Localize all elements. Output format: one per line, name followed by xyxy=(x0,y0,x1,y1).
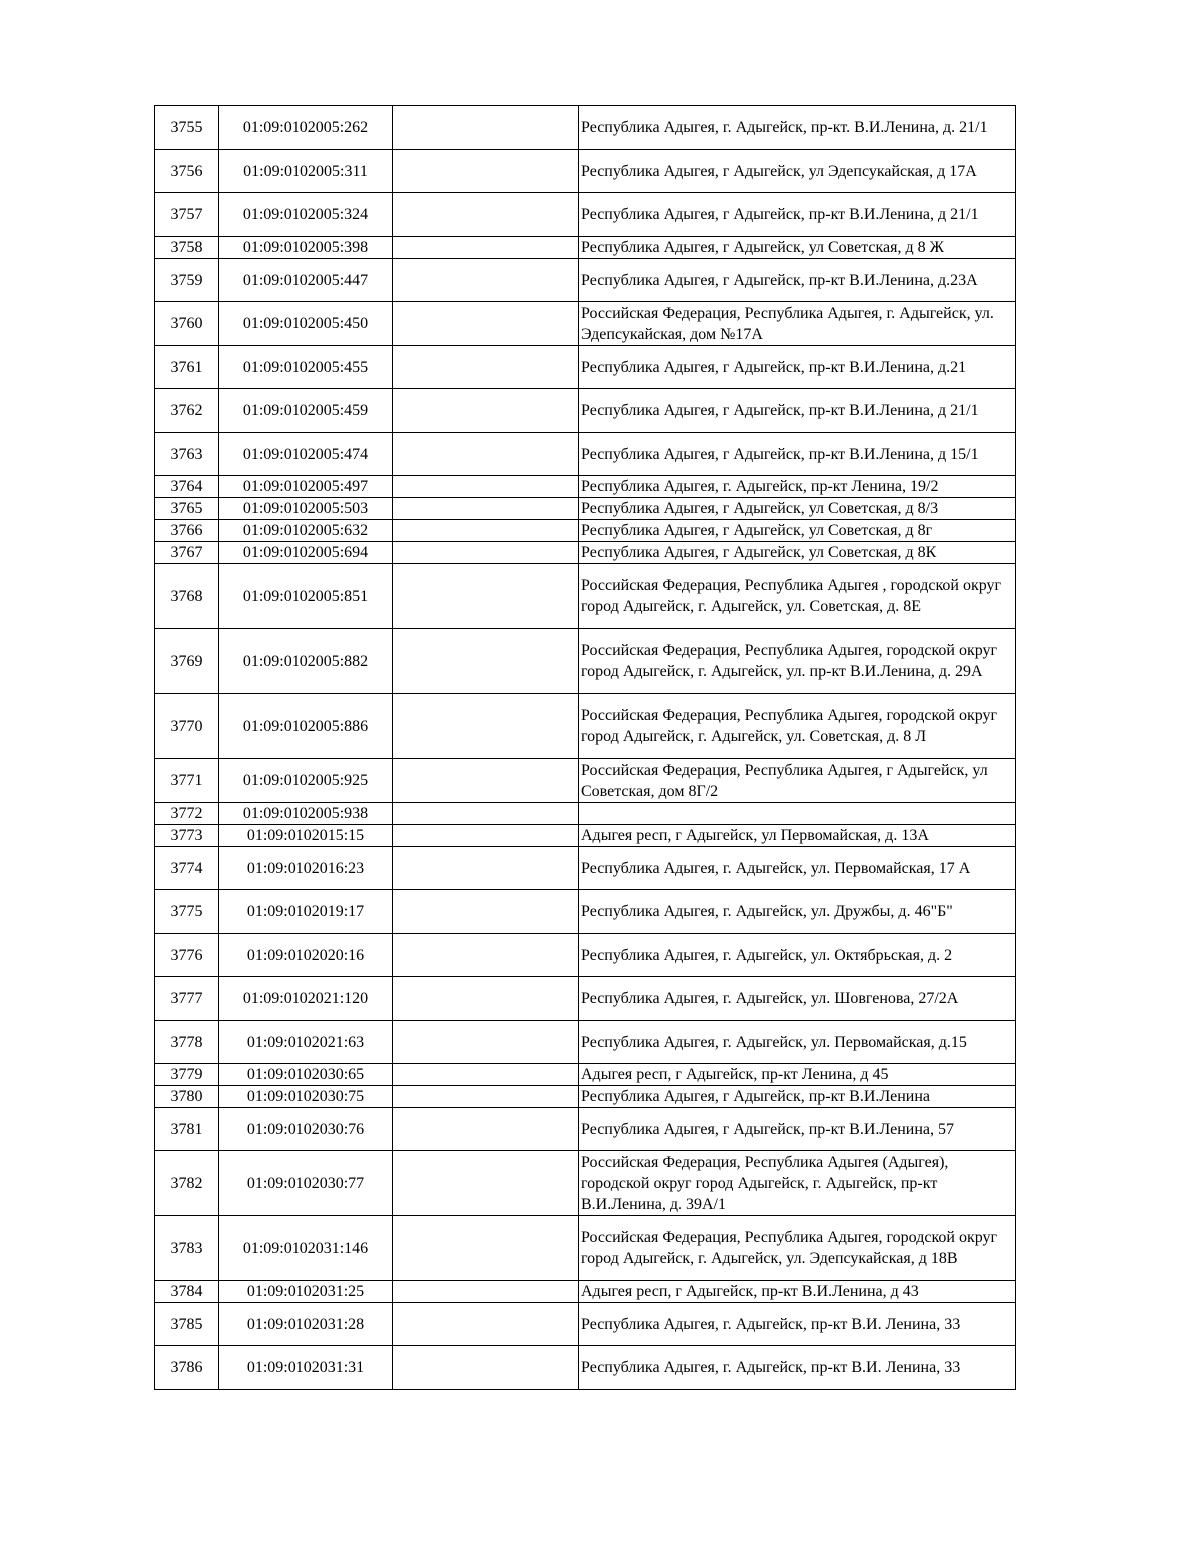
row-number: 3761 xyxy=(155,346,219,389)
row-number: 3780 xyxy=(155,1086,219,1108)
address xyxy=(579,803,1016,825)
cadastral-number: 01:09:0102030:75 xyxy=(219,1086,393,1108)
row-number: 3770 xyxy=(155,694,219,759)
empty-column-cell xyxy=(393,346,579,389)
table-row xyxy=(155,1281,1016,1303)
table-row xyxy=(155,498,1016,520)
address: Республика Адыгея, г Адыгейск, пр-кт В.И.Ленина, д 21/1 xyxy=(579,389,1016,433)
empty-column-cell xyxy=(393,1086,579,1108)
row-number: 3776 xyxy=(155,934,219,977)
row-number: 3772 xyxy=(155,803,219,825)
registry-table-body xyxy=(155,106,1016,1390)
table-row xyxy=(155,150,1016,193)
address: Российская Федерация, Республика Адыгея, городской округ город Адыгейск, г. Адыгейск, ул. Эдепсукайская, д 18В xyxy=(579,1216,1016,1281)
table-row xyxy=(155,890,1016,934)
empty-column-cell xyxy=(393,890,579,934)
table-row xyxy=(155,1021,1016,1064)
address: Республика Адыгея, г Адыгейск, пр-кт В.И.Ленина, д.23А xyxy=(579,259,1016,302)
row-number: 3779 xyxy=(155,1064,219,1086)
table-row xyxy=(155,1086,1016,1108)
row-number: 3781 xyxy=(155,1108,219,1151)
address: Адыгея респ, г Адыгейск, пр-кт В.И.Ленина, д 43 xyxy=(579,1281,1016,1303)
empty-column-cell xyxy=(393,1021,579,1064)
cadastral-number: 01:09:0102005:262 xyxy=(219,106,393,150)
cadastral-number: 01:09:0102005:694 xyxy=(219,542,393,564)
cadastral-number: 01:09:0102005:497 xyxy=(219,476,393,498)
empty-column-cell xyxy=(393,302,579,346)
table-row xyxy=(155,825,1016,847)
empty-column-cell xyxy=(393,694,579,759)
cadastral-number: 01:09:0102020:16 xyxy=(219,934,393,977)
address: Российская Федерация, Республика Адыгея, городской округ город Адыгейск, г. Адыгейск, ул. пр-кт В.И.Ленина, д. 29А xyxy=(579,629,1016,694)
empty-column-cell xyxy=(393,237,579,259)
table-row xyxy=(155,694,1016,759)
cadastral-number: 01:09:0102005:459 xyxy=(219,389,393,433)
empty-column-cell xyxy=(393,847,579,890)
row-number: 3777 xyxy=(155,977,219,1021)
empty-column-cell xyxy=(393,934,579,977)
empty-column-cell xyxy=(393,825,579,847)
table-row xyxy=(155,1108,1016,1151)
cadastral-number: 01:09:0102031:146 xyxy=(219,1216,393,1281)
empty-column-cell xyxy=(393,476,579,498)
empty-column-cell xyxy=(393,1216,579,1281)
address: Республика Адыгея, г Адыгейск, ул Советская, д 8 Ж xyxy=(579,237,1016,259)
empty-column-cell xyxy=(393,1303,579,1346)
table-row xyxy=(155,433,1016,476)
cadastral-number: 01:09:0102021:120 xyxy=(219,977,393,1021)
empty-column-cell xyxy=(393,389,579,433)
row-number: 3784 xyxy=(155,1281,219,1303)
cadastral-number: 01:09:0102015:15 xyxy=(219,825,393,847)
table-row xyxy=(155,346,1016,389)
empty-column-cell xyxy=(393,977,579,1021)
row-number: 3765 xyxy=(155,498,219,520)
table-row xyxy=(155,106,1016,150)
empty-column-cell xyxy=(393,193,579,237)
row-number: 3773 xyxy=(155,825,219,847)
row-number: 3762 xyxy=(155,389,219,433)
address: Адыгея респ, г Адыгейск, пр-кт Ленина, д 45 xyxy=(579,1064,1016,1086)
address: Республика Адыгея, г. Адыгейск, ул. Дружбы, д. 46"Б" xyxy=(579,890,1016,934)
empty-column-cell xyxy=(393,1151,579,1216)
cadastral-number: 01:09:0102031:31 xyxy=(219,1346,393,1390)
row-number: 3778 xyxy=(155,1021,219,1064)
address: Республика Адыгея, г. Адыгейск, ул. Первомайская, д.15 xyxy=(579,1021,1016,1064)
table-row xyxy=(155,302,1016,346)
cadastral-number: 01:09:0102005:474 xyxy=(219,433,393,476)
address: Республика Адыгея, г. Адыгейск, ул. Первомайская, 17 А xyxy=(579,847,1016,890)
address: Адыгея респ, г Адыгейск, ул Первомайская, д. 13А xyxy=(579,825,1016,847)
cadastral-number: 01:09:0102005:882 xyxy=(219,629,393,694)
table-row xyxy=(155,1064,1016,1086)
cadastral-number: 01:09:0102021:63 xyxy=(219,1021,393,1064)
address: Российская Федерация, Республика Адыгея, г Адыгейск, ул Советская, дом 8Г/2 xyxy=(579,759,1016,803)
cadastral-number: 01:09:0102005:398 xyxy=(219,237,393,259)
address: Республика Адыгея, г Адыгейск, пр-кт В.И.Ленина, д 15/1 xyxy=(579,433,1016,476)
row-number: 3757 xyxy=(155,193,219,237)
cadastral-number: 01:09:0102005:632 xyxy=(219,520,393,542)
address: Республика Адыгея, г Адыгейск, пр-кт В.И.Ленина, 57 xyxy=(579,1108,1016,1151)
address: Российская Федерация, Республика Адыгея, г. Адыгейск, ул. Эдепсукайская, дом №17А xyxy=(579,302,1016,346)
table-row xyxy=(155,629,1016,694)
empty-column-cell xyxy=(393,106,579,150)
empty-column-cell xyxy=(393,259,579,302)
table-row xyxy=(155,564,1016,629)
cadastral-number: 01:09:0102005:851 xyxy=(219,564,393,629)
cadastral-number: 01:09:0102030:76 xyxy=(219,1108,393,1151)
table-row xyxy=(155,193,1016,237)
address: Российская Федерация, Республика Адыгея (Адыгея), городской округ город Адыгейск, г. Адыгейск, пр-кт В.И.Ленина, д. 39А/1 xyxy=(579,1151,1016,1216)
row-number: 3782 xyxy=(155,1151,219,1216)
row-number: 3768 xyxy=(155,564,219,629)
row-number: 3755 xyxy=(155,106,219,150)
table-row xyxy=(155,1151,1016,1216)
row-number: 3783 xyxy=(155,1216,219,1281)
address: Республика Адыгея, г. Адыгейск, пр-кт. В.И.Ленина, д. 21/1 xyxy=(579,106,1016,150)
cadastral-number: 01:09:0102005:455 xyxy=(219,346,393,389)
empty-column-cell xyxy=(393,803,579,825)
address: Республика Адыгея, г. Адыгейск, ул. Шовгенова, 27/2А xyxy=(579,977,1016,1021)
table-row xyxy=(155,934,1016,977)
row-number: 3758 xyxy=(155,237,219,259)
address: Республика Адыгея, г. Адыгейск, пр-кт В.И. Ленина, 33 xyxy=(579,1346,1016,1390)
table-row xyxy=(155,237,1016,259)
cadastral-number: 01:09:0102030:65 xyxy=(219,1064,393,1086)
cadastral-number: 01:09:0102005:938 xyxy=(219,803,393,825)
address: Республика Адыгея, г Адыгейск, пр-кт В.И.Ленина, д.21 xyxy=(579,346,1016,389)
empty-column-cell xyxy=(393,1346,579,1390)
table-row xyxy=(155,1346,1016,1390)
table-row xyxy=(155,977,1016,1021)
row-number: 3766 xyxy=(155,520,219,542)
cadastral-number: 01:09:0102031:25 xyxy=(219,1281,393,1303)
table-row xyxy=(155,1303,1016,1346)
row-number: 3774 xyxy=(155,847,219,890)
address: Российская Федерация, Республика Адыгея , городской округ город Адыгейск, г. Адыгейск, ул. Советская, д. 8Е xyxy=(579,564,1016,629)
address: Республика Адыгея, г. Адыгейск, пр-кт Ленина, 19/2 xyxy=(579,476,1016,498)
table-row xyxy=(155,1216,1016,1281)
cadastral-number: 01:09:0102005:886 xyxy=(219,694,393,759)
address: Республика Адыгея, г Адыгейск, пр-кт В.И.Ленина, д 21/1 xyxy=(579,193,1016,237)
empty-column-cell xyxy=(393,1108,579,1151)
empty-column-cell xyxy=(393,150,579,193)
empty-column-cell xyxy=(393,542,579,564)
cadastral-number: 01:09:0102016:23 xyxy=(219,847,393,890)
table-row xyxy=(155,259,1016,302)
address: Республика Адыгея, г Адыгейск, ул Эдепсукайская, д 17А xyxy=(579,150,1016,193)
row-number: 3769 xyxy=(155,629,219,694)
empty-column-cell xyxy=(393,520,579,542)
cadastral-number: 01:09:0102019:17 xyxy=(219,890,393,934)
address: Республика Адыгея, г Адыгейск, ул Советская, д 8К xyxy=(579,542,1016,564)
address: Российская Федерация, Республика Адыгея, городской округ город Адыгейск, г. Адыгейск, ул. Советская, д. 8 Л xyxy=(579,694,1016,759)
row-number: 3760 xyxy=(155,302,219,346)
table-row xyxy=(155,803,1016,825)
row-number: 3771 xyxy=(155,759,219,803)
cadastral-number: 01:09:0102005:311 xyxy=(219,150,393,193)
row-number: 3756 xyxy=(155,150,219,193)
address: Республика Адыгея, г. Адыгейск, пр-кт В.И. Ленина, 33 xyxy=(579,1303,1016,1346)
empty-column-cell xyxy=(393,498,579,520)
cadastral-number: 01:09:0102031:28 xyxy=(219,1303,393,1346)
cadastral-number: 01:09:0102005:450 xyxy=(219,302,393,346)
empty-column-cell xyxy=(393,564,579,629)
row-number: 3764 xyxy=(155,476,219,498)
row-number: 3786 xyxy=(155,1346,219,1390)
cadastral-number: 01:09:0102005:925 xyxy=(219,759,393,803)
row-number: 3767 xyxy=(155,542,219,564)
row-number: 3763 xyxy=(155,433,219,476)
row-number: 3759 xyxy=(155,259,219,302)
address: Республика Адыгея, г Адыгейск, ул Советская, д 8г xyxy=(579,520,1016,542)
address: Республика Адыгея, г. Адыгейск, ул. Октябрьская, д. 2 xyxy=(579,934,1016,977)
address: Республика Адыгея, г Адыгейск, пр-кт В.И.Ленина xyxy=(579,1086,1016,1108)
empty-column-cell xyxy=(393,1064,579,1086)
address: Республика Адыгея, г Адыгейск, ул Советская, д 8/3 xyxy=(579,498,1016,520)
table-row xyxy=(155,542,1016,564)
empty-column-cell xyxy=(393,629,579,694)
empty-column-cell xyxy=(393,759,579,803)
table-row xyxy=(155,520,1016,542)
property-registry-table xyxy=(154,105,1016,1390)
cadastral-number: 01:09:0102005:503 xyxy=(219,498,393,520)
empty-column-cell xyxy=(393,1281,579,1303)
table-row xyxy=(155,476,1016,498)
cadastral-number: 01:09:0102030:77 xyxy=(219,1151,393,1216)
table-row xyxy=(155,847,1016,890)
table-row xyxy=(155,389,1016,433)
table-row xyxy=(155,759,1016,803)
cadastral-number: 01:09:0102005:447 xyxy=(219,259,393,302)
row-number: 3775 xyxy=(155,890,219,934)
row-number: 3785 xyxy=(155,1303,219,1346)
cadastral-number: 01:09:0102005:324 xyxy=(219,193,393,237)
empty-column-cell xyxy=(393,433,579,476)
